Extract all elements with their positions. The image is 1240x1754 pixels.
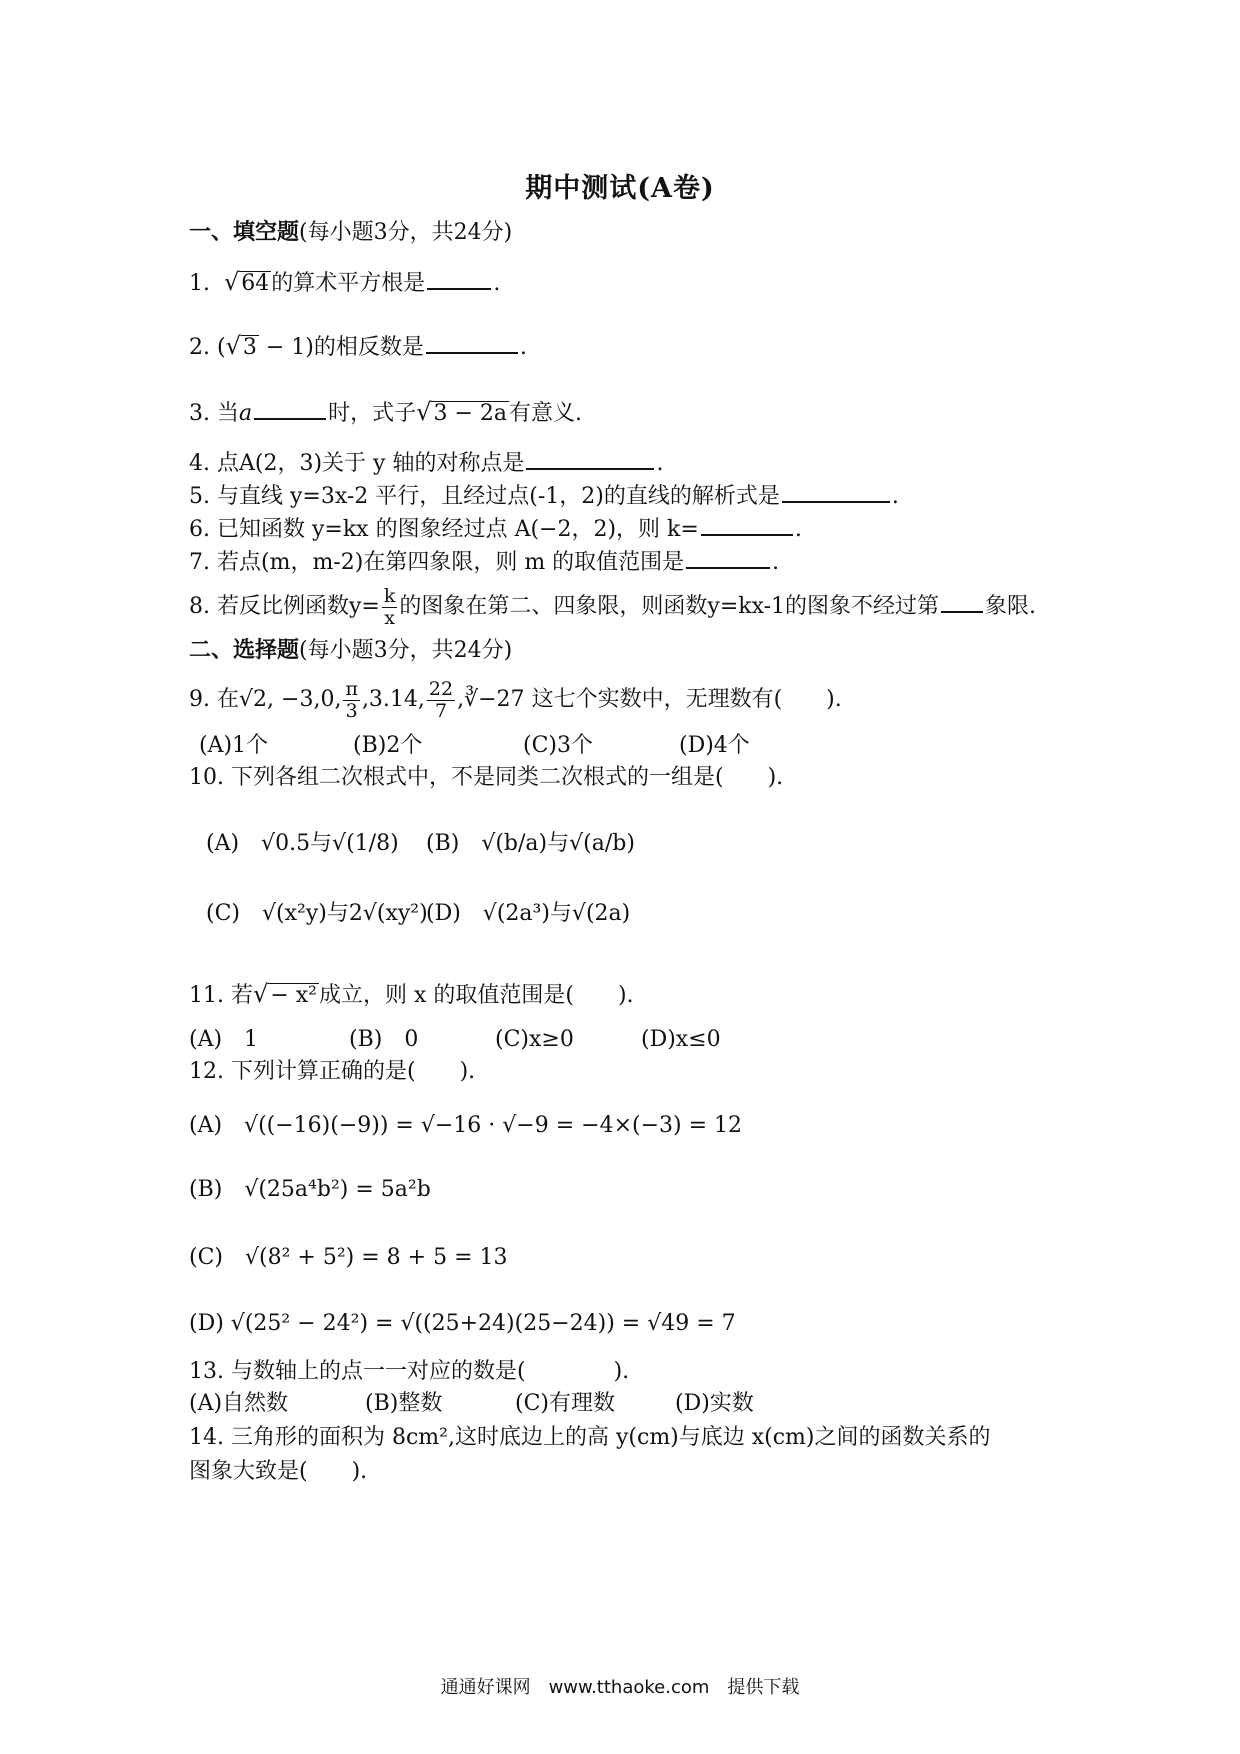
question-number: 13.: [189, 1359, 224, 1384]
question-8: [189, 585, 1036, 629]
option-a: (A) 1: [189, 1027, 259, 1052]
question-number: 14.: [189, 1425, 224, 1450]
question-text: 有意义: [508, 401, 575, 426]
question-6: [189, 514, 802, 544]
answer-blank: [782, 481, 890, 503]
end-mark: .: [656, 451, 664, 476]
option-a: (A)1个: [199, 733, 269, 758]
fraction-numerator: 22: [428, 677, 454, 700]
option-a: (A)自然数: [189, 1391, 289, 1416]
question-9: [189, 678, 842, 722]
question-text-pre: 若反比例函数y=: [217, 594, 380, 619]
question-number: 1.: [189, 271, 210, 296]
fraction-pi-over-3: [343, 679, 360, 722]
section-1-heading: [189, 218, 512, 247]
answer-blank: [686, 547, 770, 569]
question-1: 1. √64的算术平方根是 .: [189, 268, 501, 296]
option-b: (B)整数: [365, 1391, 443, 1416]
section-1-label: 一、填空题: [189, 219, 300, 245]
question-12-option-b: (B) √(25a⁴b²) = 5a²b: [189, 1177, 431, 1202]
question-number: 11.: [189, 983, 224, 1008]
question-number: 5.: [189, 484, 210, 509]
question-3: 3. 当a 时，式子√3 − 2a有意义.: [189, 398, 582, 426]
question-10: [189, 764, 783, 792]
question-number: 10.: [189, 765, 224, 790]
question-10-option-c: (C) √(x²y)与2√(xy²): [206, 901, 428, 926]
end-mark: 象限.: [985, 594, 1037, 619]
radicand: − x²: [270, 983, 317, 1008]
fraction-22-over-7: [427, 679, 455, 722]
fraction-numerator: k: [383, 584, 396, 607]
radicand: 64: [241, 271, 270, 296]
option-c: (C)有理数: [515, 1391, 615, 1416]
section-2-note: (每小题3分，共24分): [299, 638, 513, 663]
question-4: [189, 448, 663, 478]
question-12: [189, 1058, 475, 1086]
option-c: (C)3个: [523, 733, 593, 758]
question-text: − 1)的相反数是: [258, 335, 424, 360]
paren-open: (: [217, 335, 226, 360]
page-footer: 通通好课网 www.tthaoke.com 提供下载: [440, 1677, 800, 1698]
page-title: 期中测试(A卷): [525, 173, 715, 204]
question-text: 点A(2，3)关于 y 轴的对称点是: [217, 451, 525, 476]
answer-blank: [427, 268, 491, 290]
question-12-option-a: (A) √((−16)(−9)) = √−16 · √−9 = −4×(−3) = 12: [189, 1113, 743, 1138]
radicand: 3: [242, 335, 257, 360]
question-number: 12.: [189, 1059, 224, 1084]
question-12-option-d: (D) √(25² − 24²) = √((25+24)(25−24)) = √49 = 7: [189, 1311, 736, 1336]
fraction-denominator: 3: [345, 699, 358, 722]
question-10-option-d: (D) √(2a³)与√(2a): [426, 901, 631, 926]
question-text: 的图象在第二、四象限，则函数y=kx-1的图象不经过第: [399, 594, 940, 619]
option-b: (B)2个: [353, 733, 423, 758]
option-d: (D)4个: [679, 733, 750, 758]
end-mark: .: [891, 484, 899, 509]
answer-blank: [941, 591, 983, 613]
question-text-pre: 在: [217, 687, 240, 712]
question-text: 成立，则 x 的取值范围是( ).: [318, 983, 634, 1008]
end-mark: .: [575, 401, 582, 426]
question-number: 7.: [189, 550, 210, 575]
question-text-mid: 时，式子: [328, 401, 417, 426]
end-mark: .: [772, 550, 780, 575]
question-text: 已知函数 y=kx 的图象经过点 A(−2，2)，则 k=: [217, 517, 699, 542]
question-number: 4.: [189, 451, 210, 476]
question-text-pre: 若: [231, 983, 254, 1008]
answer-blank: [426, 332, 518, 354]
option-d: (D)实数: [675, 1391, 754, 1416]
question-text: 与直线 y=3x-2 平行，且经过点(-1，2)的直线的解析式是: [217, 484, 780, 509]
question-13: [189, 1358, 629, 1386]
question-text: 若点(m，m-2)在第四象限，则 m 的取值范围是: [217, 550, 685, 575]
question-10-option-a: (A) √0.5与√(1/8): [206, 831, 399, 856]
question-2: 2. (√3 − 1)的相反数是 .: [189, 332, 527, 360]
question-5: [189, 481, 899, 511]
end-mark: .: [794, 517, 802, 542]
question-text: 的算术平方根是: [271, 271, 426, 296]
fraction-denominator: x: [384, 606, 395, 629]
question-14-line-2: 图象大致是( ).: [189, 1459, 368, 1484]
question-12-option-c: (C) √(8² + 5²) = 8 + 5 = 13: [189, 1245, 508, 1270]
end-mark: .: [493, 271, 501, 296]
answer-blank: [254, 398, 326, 420]
end-mark: .: [519, 335, 527, 360]
fraction-k-over-x: [382, 586, 398, 629]
fraction-numerator: π: [345, 677, 358, 700]
option-d: (D)x≤0: [641, 1027, 721, 1052]
number-list: ,3.14,: [361, 687, 425, 712]
question-number: 9.: [189, 687, 210, 712]
variable: a: [239, 401, 253, 426]
question-number: 6.: [189, 517, 210, 542]
section-2-heading: [189, 636, 512, 665]
section-2-label: 二、选择题: [189, 637, 300, 663]
question-text: 三角形的面积为 8cm²,这时底边上的高 y(cm)与底边 x(cm)之间的函数关系的: [231, 1425, 991, 1450]
number-list: √2, −3,0,: [239, 687, 342, 712]
option-b: (B) 0: [349, 1027, 419, 1052]
question-number: 2.: [189, 335, 210, 360]
radicand: 3 − 2a: [433, 401, 507, 426]
fraction-denominator: 7: [434, 699, 448, 722]
question-7: [189, 547, 779, 577]
number-list: ,∛−27: [457, 687, 525, 712]
question-text-pre: 当: [217, 401, 240, 426]
question-number: 8.: [189, 594, 210, 619]
answer-blank: [701, 514, 793, 536]
option-c: (C)x≥0: [495, 1027, 574, 1052]
question-14: [189, 1424, 991, 1452]
question-text: 这七个实数中，无理数有( ).: [531, 687, 842, 712]
question-text: 下列各组二次根式中，不是同类二次根式的一组是( ).: [231, 765, 784, 790]
answer-blank: [526, 448, 654, 470]
question-text: 下列计算正确的是( ).: [231, 1059, 476, 1084]
question-text: 与数轴上的点一一对应的数是( ).: [231, 1359, 630, 1384]
question-10-option-b: (B) √(b/a)与√(a/b): [426, 831, 635, 856]
question-number: 3.: [189, 401, 210, 426]
section-1-note: (每小题3分，共24分): [299, 220, 513, 245]
question-11: 11. 若√− x²成立，则 x 的取值范围是( ).: [189, 980, 634, 1008]
